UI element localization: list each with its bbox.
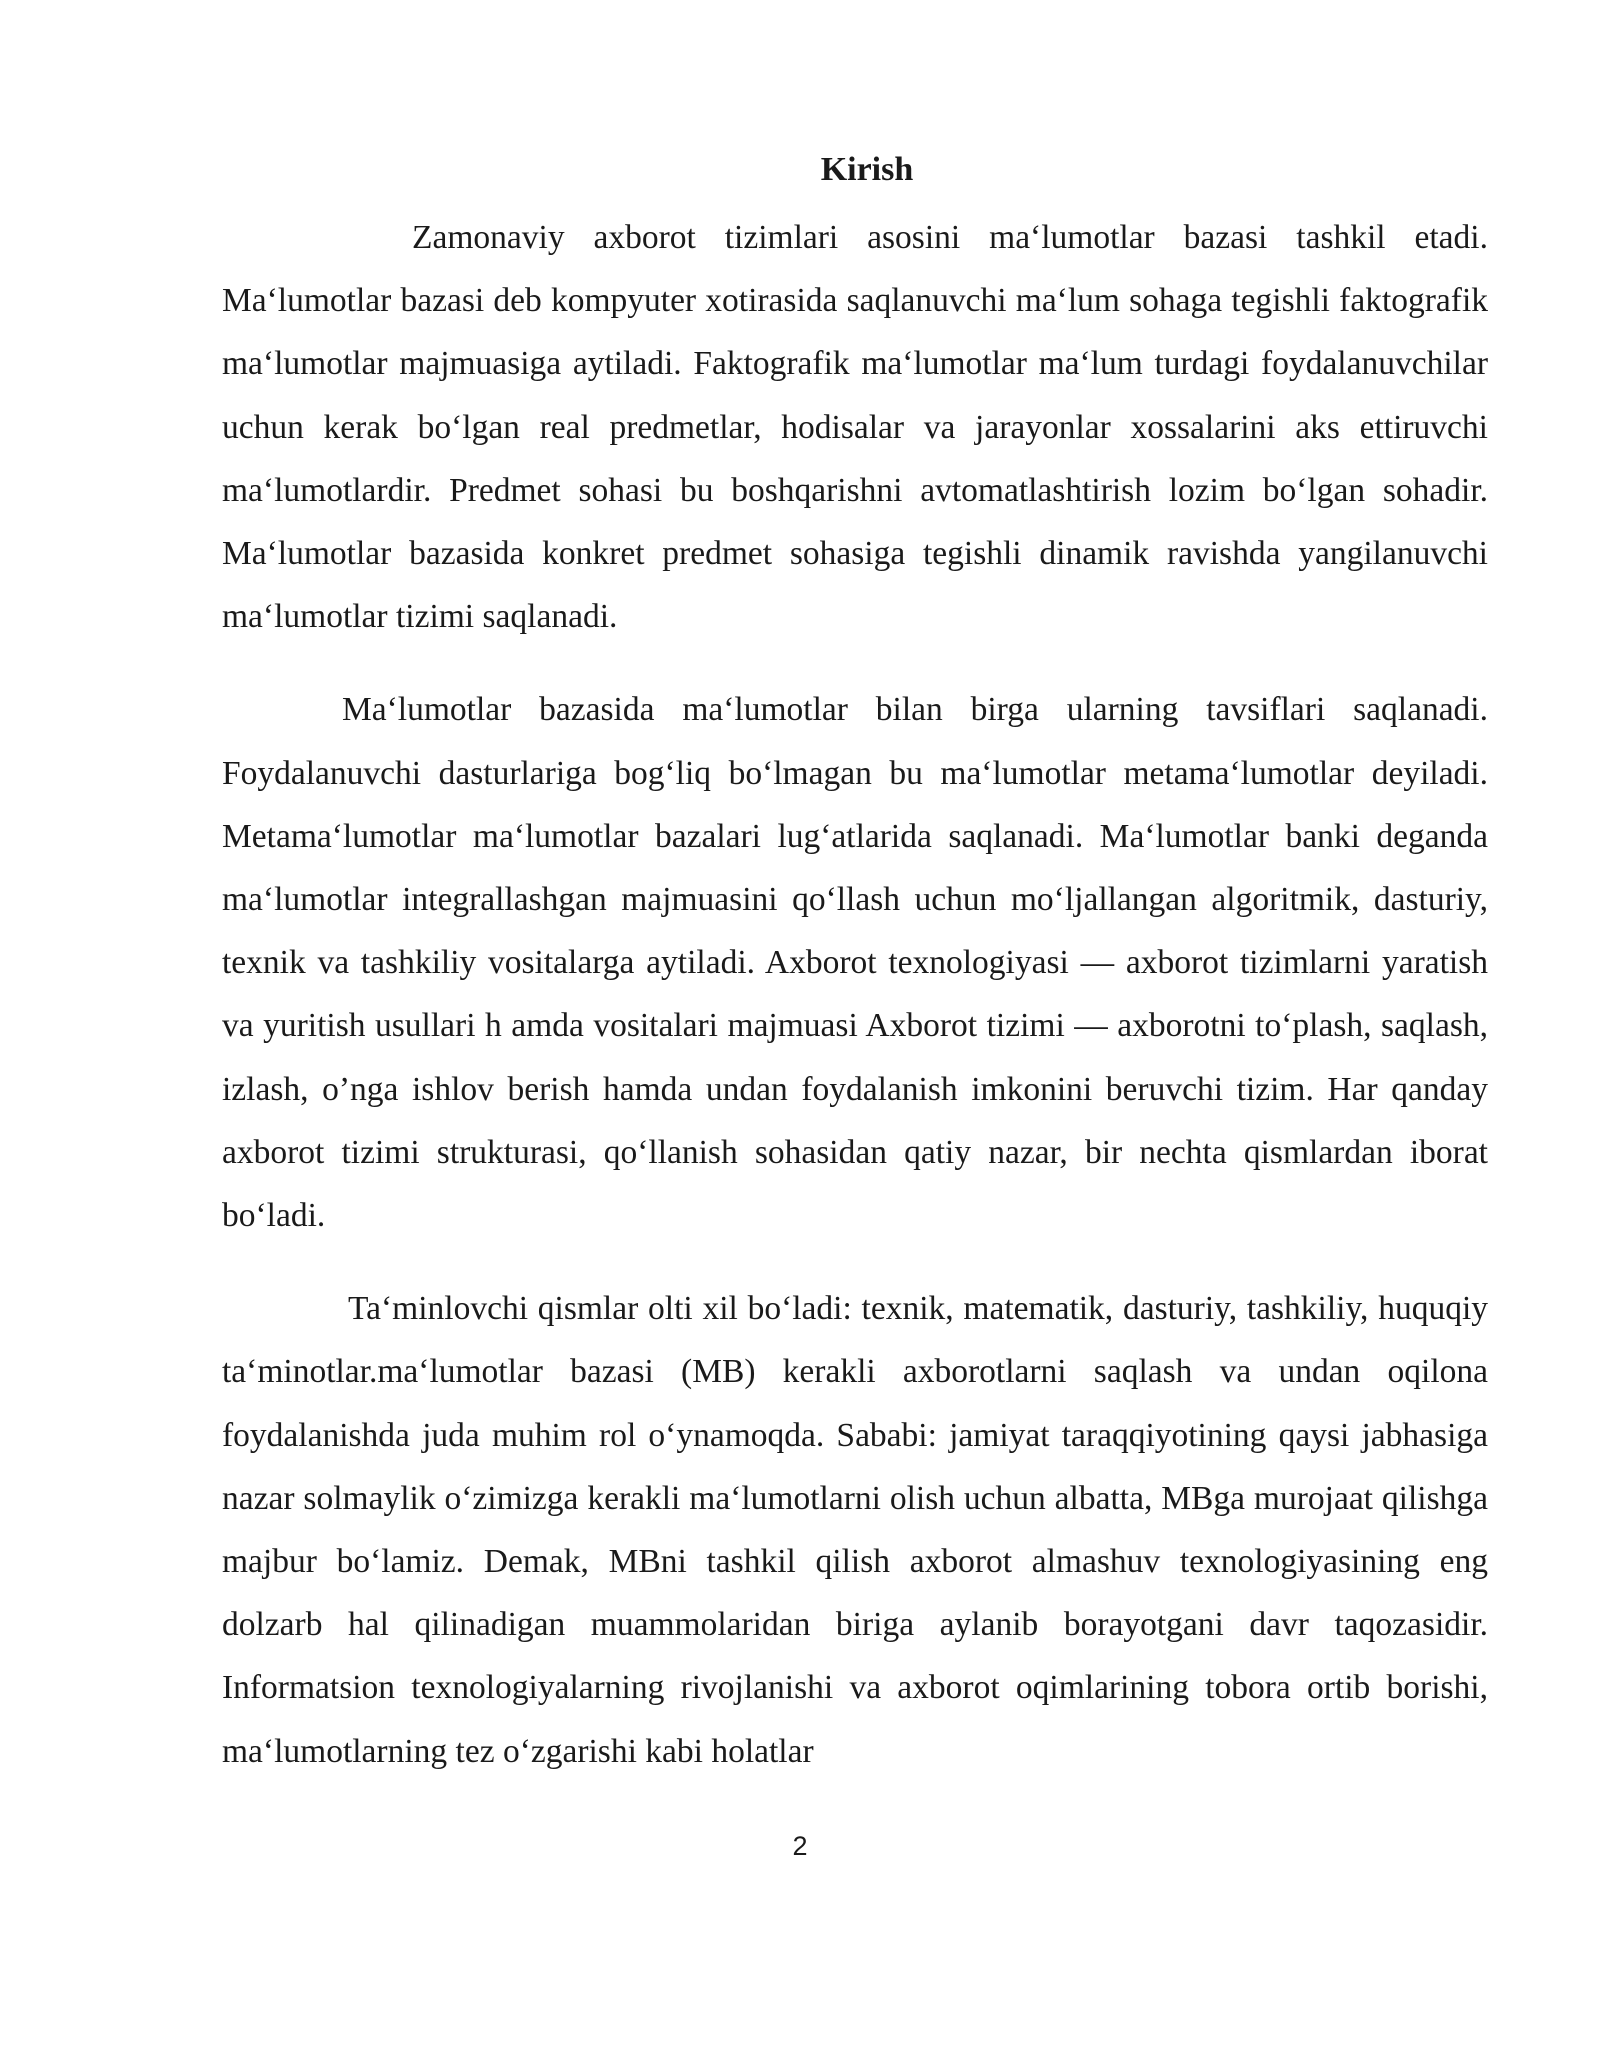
page-content [222, 140, 1488, 1783]
paragraph-3: Ta‘minlovchi qismlar olti xil bo‘ladi: texnik, matematik, dasturiy, tashkiliy, huquqiy ta‘minotlar.ma‘lumotlar bazasi (MB) kerakli axborotlarni saqlash va undan oqilona foydalanishda juda muhim rol o‘ynamoqda. Sababi: jamiyat taraqqiyotining qaysi jabhasiga nazar solmaylik o‘zimizga kerakli ma‘lumotlarni olish uchun albatta, MBga murojaat qilishga majbur bo‘lamiz. Demak, MBni tashkil qilish axborot almashuv texnologiyasining eng dolzarb hal qilinadigan muammolaridan biriga aylanib borayotgani davr taqozasidir. Informatsion texnologiyalarning rivojlanishi va axborot oqimlarining tobora ortib borishi, ma‘lumotlarning tez o‘zgarishi kabi holatlar [222, 1290, 1488, 1770]
page-number: 2 [792, 1831, 808, 1861]
paragraph-2: Ma‘lumotlar bazasida ma‘lumotlar bilan birga ularning tavsiflari saqlanadi. Foydalanuvchi dasturlariga bog‘liq bo‘lmagan bu ma‘lumotlar metama‘lumotlar deyiladi. Metama‘lumotlar ma‘lumotlar bazalari lug‘atlarida saqlanadi. Ma‘lumotlar banki deganda ma‘lumotlar integrallashgan majmuasini qo‘llash uchun mo‘ljallangan algoritmik, dasturiy, texnik va tashkiliy vositalarga aytiladi. Axborot texnologiyasi — axborot tizimlarni yaratish va yuritish usullari h amda vositalari majmuasi Axborot tizimi — axborotni to‘plash, saqlash, izlash, o’nga ishlov berish hamda undan foydalanish imkonini beruvchi tizim. Har qanday axborot tizimi strukturasi, qo‘llanish sohasidan qatiy nazar, bir nechta qismlardan iborat bo‘ladi. [222, 691, 1488, 1235]
paragraph-1: Zamonaviy axborot tizimlari asosini ma‘lumotlar bazasi tashkil etadi. Ma‘lumotlar bazasi deb kompyuter xotirasida saqlanuvchi ma‘lum sohaga tegishli faktografik ma‘lumotlar majmuasiga aytiladi. Faktografik ma‘lumotlar ma‘lum turdagi foydalanuvchilar uchun kerak bo‘lgan real predmetlar, hodisalar va jarayonlar xossalarini aks ettiruvchi ma‘lumotlardir. Predmet sohasi bu boshqarishni avtomatlashtirish lozim bo‘lgan sohadir. Ma‘lumotlar bazasida konkret predmet sohasiga tegishli dinamik ravishda yangilanuvchi ma‘lumotlar tizimi saqlanadi. [222, 219, 1488, 636]
section-heading: Kirish [820, 151, 914, 188]
